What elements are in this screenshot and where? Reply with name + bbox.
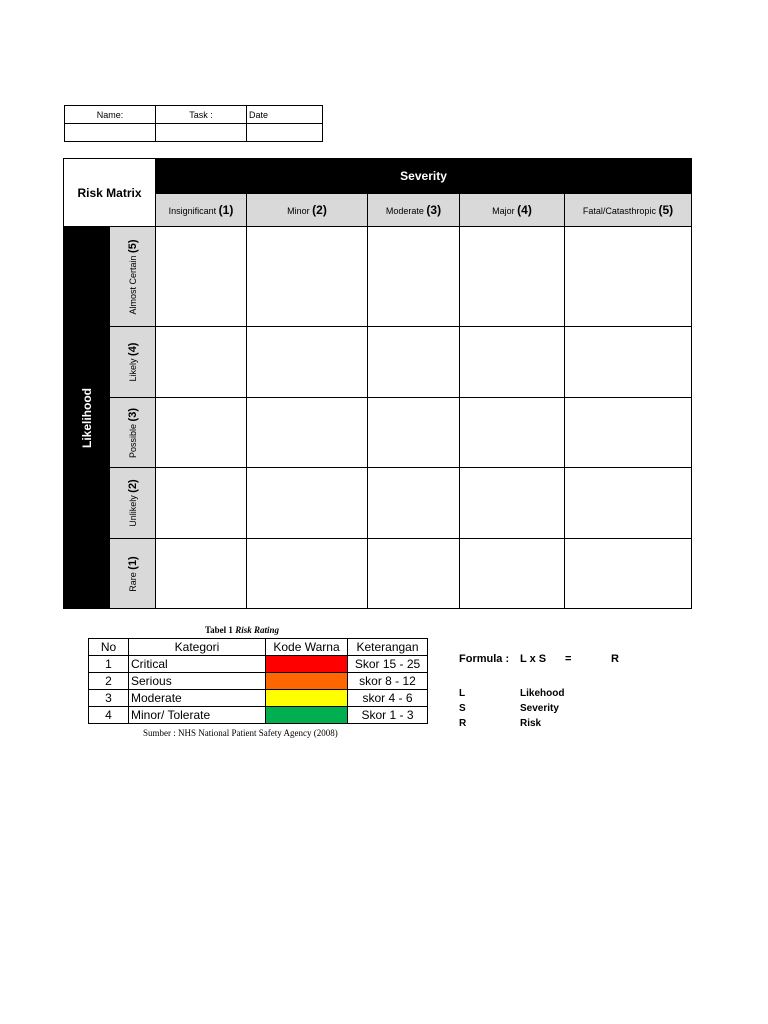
- matrix-cell[interactable]: [247, 327, 368, 398]
- date-field[interactable]: [247, 124, 323, 142]
- risk-matrix: [63, 158, 692, 609]
- row-keterangan: Skor 1 - 3: [348, 707, 428, 724]
- matrix-cell[interactable]: [368, 398, 460, 468]
- likelihood-header: Likelihood: [64, 227, 110, 609]
- row-kategori: Critical: [129, 656, 266, 673]
- severity-col-4: Major (4): [460, 194, 565, 227]
- matrix-cell[interactable]: [247, 398, 368, 468]
- row-no: 1: [89, 656, 129, 673]
- severity-col-1: Insignificant (1): [156, 194, 247, 227]
- formula-legend: [459, 688, 599, 733]
- legend-item: L Likehood: [459, 688, 565, 699]
- row-kategori: Minor/ Tolerate: [129, 707, 266, 724]
- likelihood-row-4: Likely (4): [110, 327, 156, 398]
- severity-header: Severity: [156, 159, 692, 194]
- matrix-cell[interactable]: [368, 468, 460, 539]
- row-no: 3: [89, 690, 129, 707]
- likelihood-row-5: Almost Certain (5): [110, 227, 156, 327]
- matrix-title: Risk Matrix: [64, 159, 156, 227]
- legend-item: R Risk: [459, 718, 542, 729]
- rating-source: Sumber : NHS National Patient Safety Agency (2008): [143, 728, 338, 738]
- formula-expression: L x S: [520, 653, 547, 665]
- row-keterangan: skor 4 - 6: [348, 690, 428, 707]
- matrix-cell[interactable]: [460, 398, 565, 468]
- matrix-cell[interactable]: [247, 468, 368, 539]
- header-kategori: Kategori: [129, 639, 266, 656]
- severity-col-3: Moderate (3): [368, 194, 460, 227]
- matrix-cell[interactable]: [460, 468, 565, 539]
- matrix-cell[interactable]: [247, 539, 368, 609]
- row-kategori: Moderate: [129, 690, 266, 707]
- formula-label: Formula :: [459, 653, 510, 665]
- matrix-cell[interactable]: [247, 227, 368, 327]
- matrix-cell[interactable]: [156, 539, 247, 609]
- matrix-cell[interactable]: [565, 539, 692, 609]
- matrix-cell[interactable]: [460, 227, 565, 327]
- likelihood-row-2: Unlikely (2): [110, 468, 156, 539]
- date-label: Date: [247, 106, 323, 124]
- matrix-cell[interactable]: [565, 398, 692, 468]
- severity-col-2: Minor (2): [247, 194, 368, 227]
- row-kategori: Serious: [129, 673, 266, 690]
- color-swatch: [266, 690, 348, 707]
- matrix-cell[interactable]: [156, 227, 247, 327]
- matrix-cell[interactable]: [156, 398, 247, 468]
- header-keterangan: Keterangan: [348, 639, 428, 656]
- matrix-cell[interactable]: [368, 327, 460, 398]
- table-row: [89, 707, 428, 724]
- matrix-cell[interactable]: [156, 327, 247, 398]
- matrix-cell[interactable]: [565, 327, 692, 398]
- severity-col-5: Fatal/Catasthropic (5): [565, 194, 692, 227]
- task-label: Task :: [156, 106, 247, 124]
- matrix-cell[interactable]: [565, 227, 692, 327]
- color-swatch: [266, 656, 348, 673]
- table-row: [89, 656, 428, 673]
- info-table: [64, 105, 323, 142]
- rating-caption: Tabel 1 Risk Rating: [205, 625, 279, 635]
- likelihood-row-3: Possible (3): [110, 398, 156, 468]
- matrix-cell[interactable]: [156, 468, 247, 539]
- matrix-cell[interactable]: [460, 539, 565, 609]
- header-kode-warna: Kode Warna: [266, 639, 348, 656]
- task-field[interactable]: [156, 124, 247, 142]
- name-field[interactable]: [65, 124, 156, 142]
- color-swatch: [266, 707, 348, 724]
- matrix-cell[interactable]: [368, 227, 460, 327]
- row-no: 2: [89, 673, 129, 690]
- row-no: 4: [89, 707, 129, 724]
- table-row: [89, 673, 428, 690]
- formula-result: R: [611, 653, 619, 665]
- formula-equals: =: [565, 653, 572, 665]
- color-swatch: [266, 673, 348, 690]
- matrix-cell[interactable]: [565, 468, 692, 539]
- legend-item: S Severity: [459, 703, 559, 714]
- row-keterangan: Skor 15 - 25: [348, 656, 428, 673]
- row-keterangan: skor 8 - 12: [348, 673, 428, 690]
- matrix-cell[interactable]: [460, 327, 565, 398]
- table-row: [89, 690, 428, 707]
- header-no: No: [89, 639, 129, 656]
- likelihood-row-1: Rare (1): [110, 539, 156, 609]
- matrix-cell[interactable]: [368, 539, 460, 609]
- risk-rating-table: [88, 638, 428, 724]
- name-label: Name:: [65, 106, 156, 124]
